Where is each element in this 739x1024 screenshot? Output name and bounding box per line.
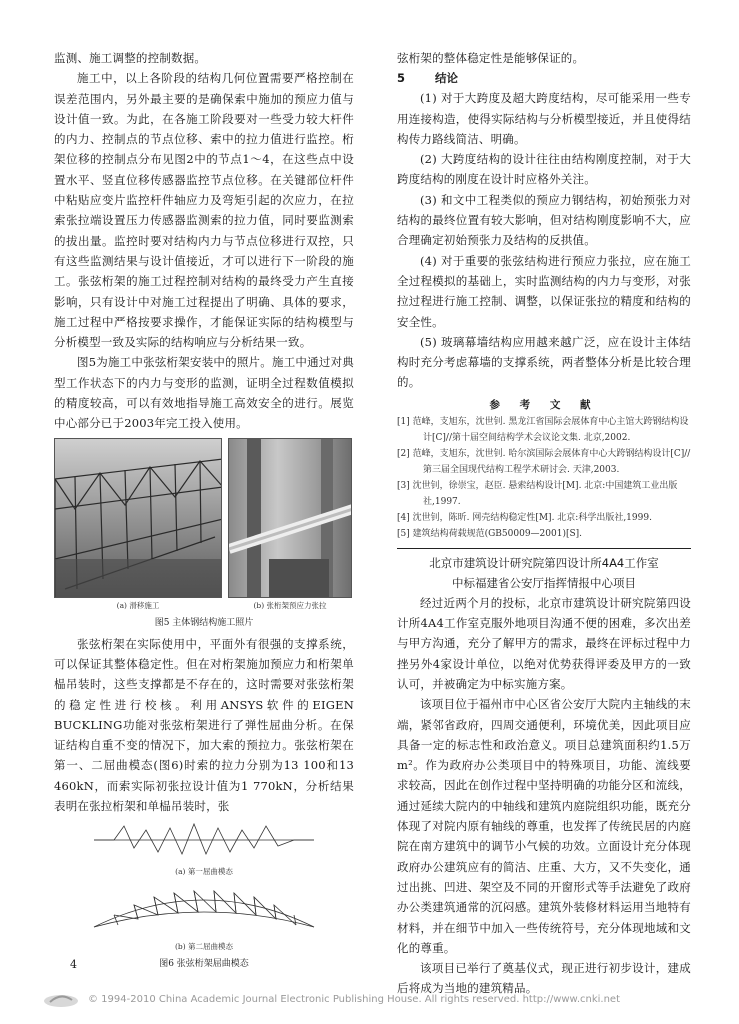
- copyright-text: © 1994-2010 China Academic Journal Electronic Publishing House. All rights reserved. http://www.cnki.net: [88, 994, 620, 1005]
- section-heading-conclusion: [397, 68, 691, 88]
- figure-5-caption: 图5 主体钢结构施工照片: [154, 617, 254, 628]
- news-paragraph-3: 该项目已举行了奠基仪式，现正进行初步设计，建成后将成为当地的建筑精品。: [397, 961, 691, 996]
- figure-6-caption: 图6 张弦桁架屈曲模态: [159, 959, 249, 970]
- buckling-mode-1-drawing: [54, 818, 354, 860]
- photo-prestress-tensioning: [228, 438, 352, 598]
- left-paragraph-3: 图5为施工中张弦桁架安装中的照片。施工中通过对典型工作状态下的内力与变形的监测，证明全过程数值模拟的精度较高，可以有效地指导施工高效安全的进行。展览中心部分已于2003年完工投入使用。: [54, 355, 354, 431]
- left-column: [54, 48, 354, 975]
- conclusion-2: (2) 大跨度结构的设计往往由结构刚度控制，对于大跨度结构的刚度在设计时应格外关注。: [397, 152, 691, 187]
- section-number: 5: [397, 71, 406, 86]
- figure-5-subcaption-a: (a) 滑移施工: [116, 600, 160, 610]
- conclusion-4: (4) 对于重要的张弦结构进行预应力张拉，应在施工全过程模拟的基础上，实时监测结构的内力与变形，对张拉过程进行施工控制、调整，以保证张拉的精度和结构的安全性。: [397, 253, 691, 329]
- figure-6-subcaption-b: (b) 第二屈曲模态: [174, 942, 234, 952]
- figure-5-subcaption-b: (b) 张桁架预应力张拉: [253, 600, 327, 610]
- reference-item: [2] 范峰，支旭东，沈世钊. 哈尔滨国际会展体育中心大跨钢结构设计[C]//第三届全国现代结构工程学术研讨会. 天津,2003.: [397, 448, 691, 475]
- news-paragraph-1: 经过近两个月的投标，北京市建筑设计研究院第四设计所4A4工作室克服外地项目沟通不便的困难，多次出差与甲方沟通，充分了解甲方的需求，最终在评标过程中力挫另外4家设计单位，以绝对优势获得评委及甲方的一致认可，并被确定为中标实施方案。: [397, 595, 691, 691]
- footer: [0, 990, 739, 1014]
- news-paragraph-2: 该项目位于福州市中心区省公安厅大院内主轴线的末端，紧邻省政府，四周交通便利，环境优美，因此项目应具备一定的标志性和政治意义。项目总建筑面积约1.5万m²。作为政府办公类项目中的特殊项目，功能、流线要求较高，因此在创作过程中坚持明确的功能分区和流线，通过延续大院内的中轴线和建筑内庭院组织功能，既充分体现了对院内原有轴线的尊重，也发挥了传统民居的内庭院在南方建筑中的调节小气候的功效。立面设计充分体现政府办公建筑应有的简洁、庄重、大方，又不失变化，通过出挑、凹进、架空及不同的开窗形式等手法避免了政府办公类建筑通常的沉闷感。建筑外装修材料运用当地特有材料，并在细节中加入一些传统符号，充分体现地域和文化的尊重。: [397, 697, 691, 955]
- figure-5: [54, 438, 354, 628]
- reference-item: [5] 建筑结构荷载规范(GB50009—2001)[S].: [397, 528, 583, 539]
- conclusion-3: (3) 和文中工程类似的预应力钢结构，初始预张力对结构的最终位置有较大影响，但对结构刚度影响不大，应合理确定初始预张力及结构的反拱值。: [397, 192, 691, 248]
- reference-item: [3] 沈世钊，徐崇宝，赵臣. 悬索结构设计[M]. 北京:中国建筑工业出版社,1997.: [397, 480, 678, 507]
- news-title-line-1: 北京市建筑设计研究院第四设计所4A4工作室: [429, 555, 659, 570]
- page-number: 4: [70, 958, 77, 971]
- conclusion-1: (1) 对于大跨度及超大跨度结构，尽可能采用一些专用连接构造，使得实际结构与分析模型接近，并且使得结构传力路线简洁、明确。: [397, 91, 691, 146]
- reference-item: [1] 范峰，支旭东，沈世钊. 黑龙江省国际会展体育中心主馆大跨钢结构设计[C]//第十届空间结构学术会议论文集. 北京,2002.: [397, 416, 689, 443]
- left-paragraph-2: 施工中，以上各阶段的结构几何位置需要严格控制在误差范围内，另外最主要的是确保索中施加的预应力值与设计值一致。为此，在各施工阶段要对一些受力较大杆件的内力、控制点的节点位移、索中的拉力值进行监控。桁架位移的控制点分布见图2中的节点1～4，在这些点中设置水平、竖直位移传感器监控节点位移。在关键部位杆件中粘贴应变片监控杆件轴应力及弯矩引起的次应力，在拉索张拉端设置压力传感器监测索的拉力值，同时要监测索的拔出量。监控时要对结构内力与节点位移进行双控，只有这些监测结果与设计值接近，才可以进行下一阶段的施工。张弦桁架的施工过程控制对结构的最终受力产生直接影响，只有设计中对施工过程提出了明确、具体的要求，施工过程中严格按要求操作，才能保证实际的结构模型与分析模型一致及实际的结构响应与分析结果一致。: [54, 71, 354, 350]
- reference-item: [4] 沈世钊，陈昕. 网壳结构稳定性[M]. 北京:科学出版社,1999.: [397, 512, 652, 523]
- references-title: 参 考 文 献: [489, 398, 599, 411]
- left-paragraph-4: 张弦桁架在实际使用中，平面外有很强的支撑系统，可以保证其整体稳定性。但在对桁架施加预应力和桁架单榀吊装时，这些支撑都是不存在的，这时需要对张弦桁架的稳定性进行校核。利用ANSYS软件的EIGEN BUCKLING功能对张弦桁架进行了弹性屈曲分析。在保证结构自重不变的情况下，加大索的预拉力。张弦桁架在第一、二屈曲模态(图6)时索的拉力分别为13 100和13 460kN，而索实际初张拉设计值为1 770kN，分析结果表明在张拉桁架和单榀吊装时，张: [54, 636, 354, 814]
- figure-6: [54, 818, 354, 969]
- right-paragraph-1: 弦桁架的整体稳定性是能够保证的。: [397, 51, 585, 65]
- conclusion-5: (5) 玻璃幕墙结构应用越来越广泛，应在设计主体结构时充分考虑幕墙的支撑系统，两者整体分析是比较合理的。: [397, 334, 691, 390]
- buckling-mode-2-drawing: [54, 877, 354, 935]
- section-divider: [397, 548, 691, 549]
- section-title: 结论: [435, 71, 459, 86]
- figure-6-subcaption-a: (a) 第一屈曲模态: [175, 867, 233, 877]
- news-title-line-2: 中标福建省公安厅指挥情报中心项目: [452, 575, 636, 590]
- left-paragraph-1: 监测、施工调整的控制数据。: [54, 51, 207, 65]
- photo-sliding-construction: [54, 438, 222, 598]
- right-column: [397, 48, 691, 999]
- cnki-logo-icon: [42, 992, 80, 1008]
